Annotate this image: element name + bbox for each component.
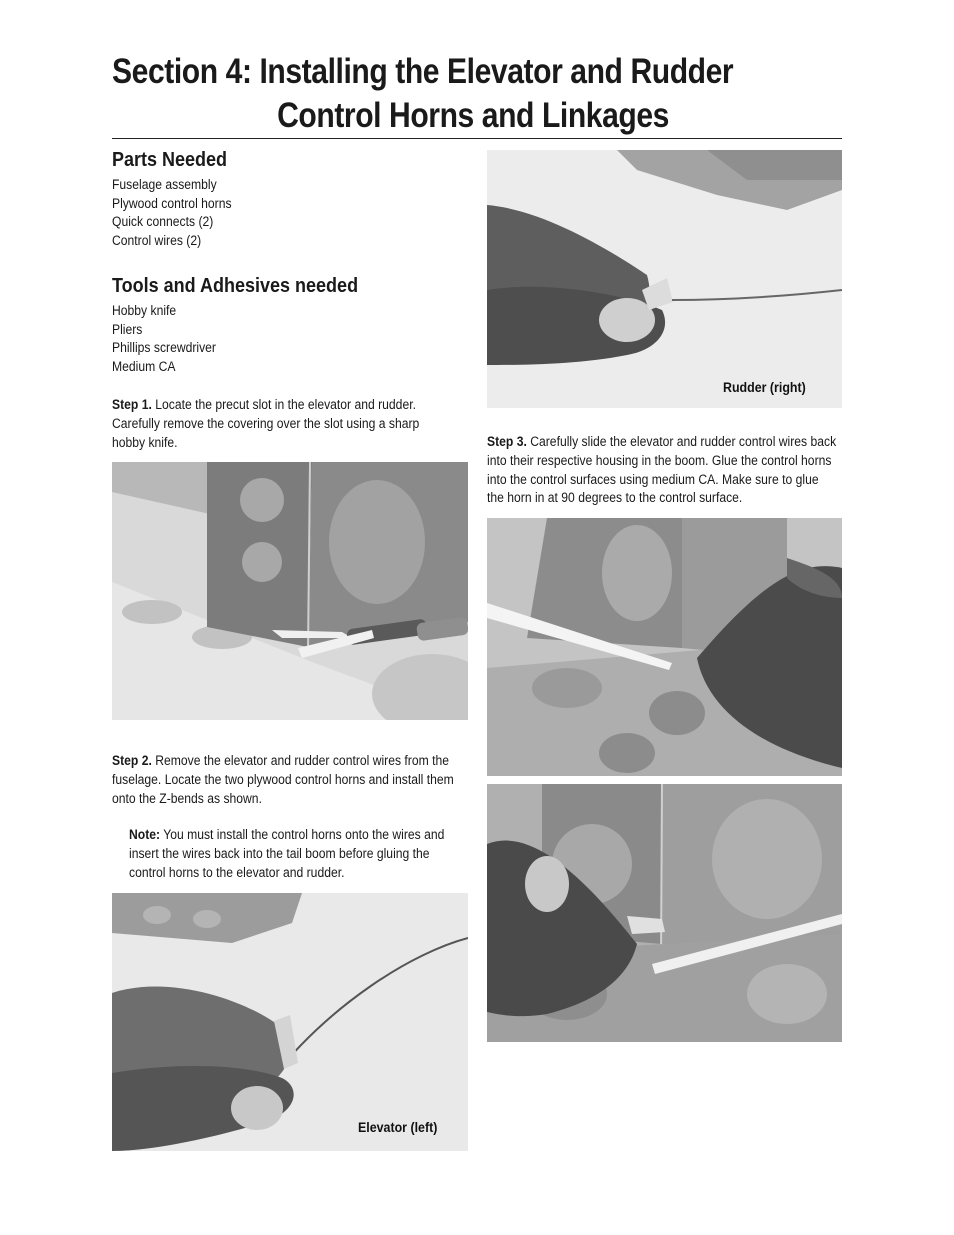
- step1-text: Locate the precut slot in the elevator and rudder. Carefully remove the covering over the slot using a sharp hobby knife.: [112, 397, 420, 450]
- page-title-line2: Control Horns and Linkages: [277, 96, 669, 135]
- step1-label: Step 1.: [112, 397, 152, 412]
- step3-label: Step 3.: [487, 434, 527, 449]
- step2-text: Remove the elevator and rudder control wires from the fuselage. Locate the two plywood control horns and install them onto the Z-bends as shown.: [112, 753, 454, 806]
- tools-list: [112, 302, 216, 376]
- rudder-caption: Rudder (right): [723, 380, 806, 395]
- step2-paragraph: [112, 752, 465, 808]
- page-title: [112, 50, 748, 138]
- list-item: Quick connects (2): [112, 214, 214, 230]
- step1-paragraph: [112, 396, 454, 452]
- tools-heading: Tools and Adhesives needed: [112, 275, 359, 297]
- photo-elevator-horn: [112, 893, 468, 1151]
- page-title-line1: Section 4: Installing the Elevator and Rudder: [112, 52, 734, 91]
- elevator-caption: Elevator (left): [358, 1120, 438, 1135]
- step3-paragraph: [487, 433, 836, 508]
- list-item: Plywood control horns: [112, 195, 232, 211]
- list-item: Control wires (2): [112, 232, 202, 248]
- photo-elevator-glued: [487, 784, 842, 1042]
- photo-rudder-horn: [487, 150, 842, 408]
- list-item: Fuselage assembly: [112, 177, 217, 192]
- list-item: Phillips screwdriver: [112, 340, 216, 356]
- list-item: Hobby knife: [112, 303, 177, 318]
- note-text: You must install the control horns onto the wires and insert the wires back into the tail boom before gluing the control horns to the elevator and rudder.: [129, 827, 445, 880]
- note-label: Note:: [129, 827, 161, 842]
- title-rule: [112, 138, 842, 139]
- step3-text: Carefully slide the elevator and rudder control wires back into their respective housing in the boom. Glue the control horns into the control surfaces using medium CA. Make sure to glue the horn in at 90 degrees to the control surface.: [487, 434, 837, 506]
- parts-needed-list: [112, 176, 232, 250]
- note-paragraph: [129, 826, 457, 882]
- parts-needed-heading: Parts Needed: [112, 149, 228, 171]
- list-item: Pliers: [112, 321, 143, 337]
- list-item: Medium CA: [112, 358, 176, 374]
- photo-knife-cutting-slot: [112, 462, 468, 720]
- step2-label: Step 2.: [112, 753, 152, 768]
- photo-gluing-horns: [487, 518, 842, 776]
